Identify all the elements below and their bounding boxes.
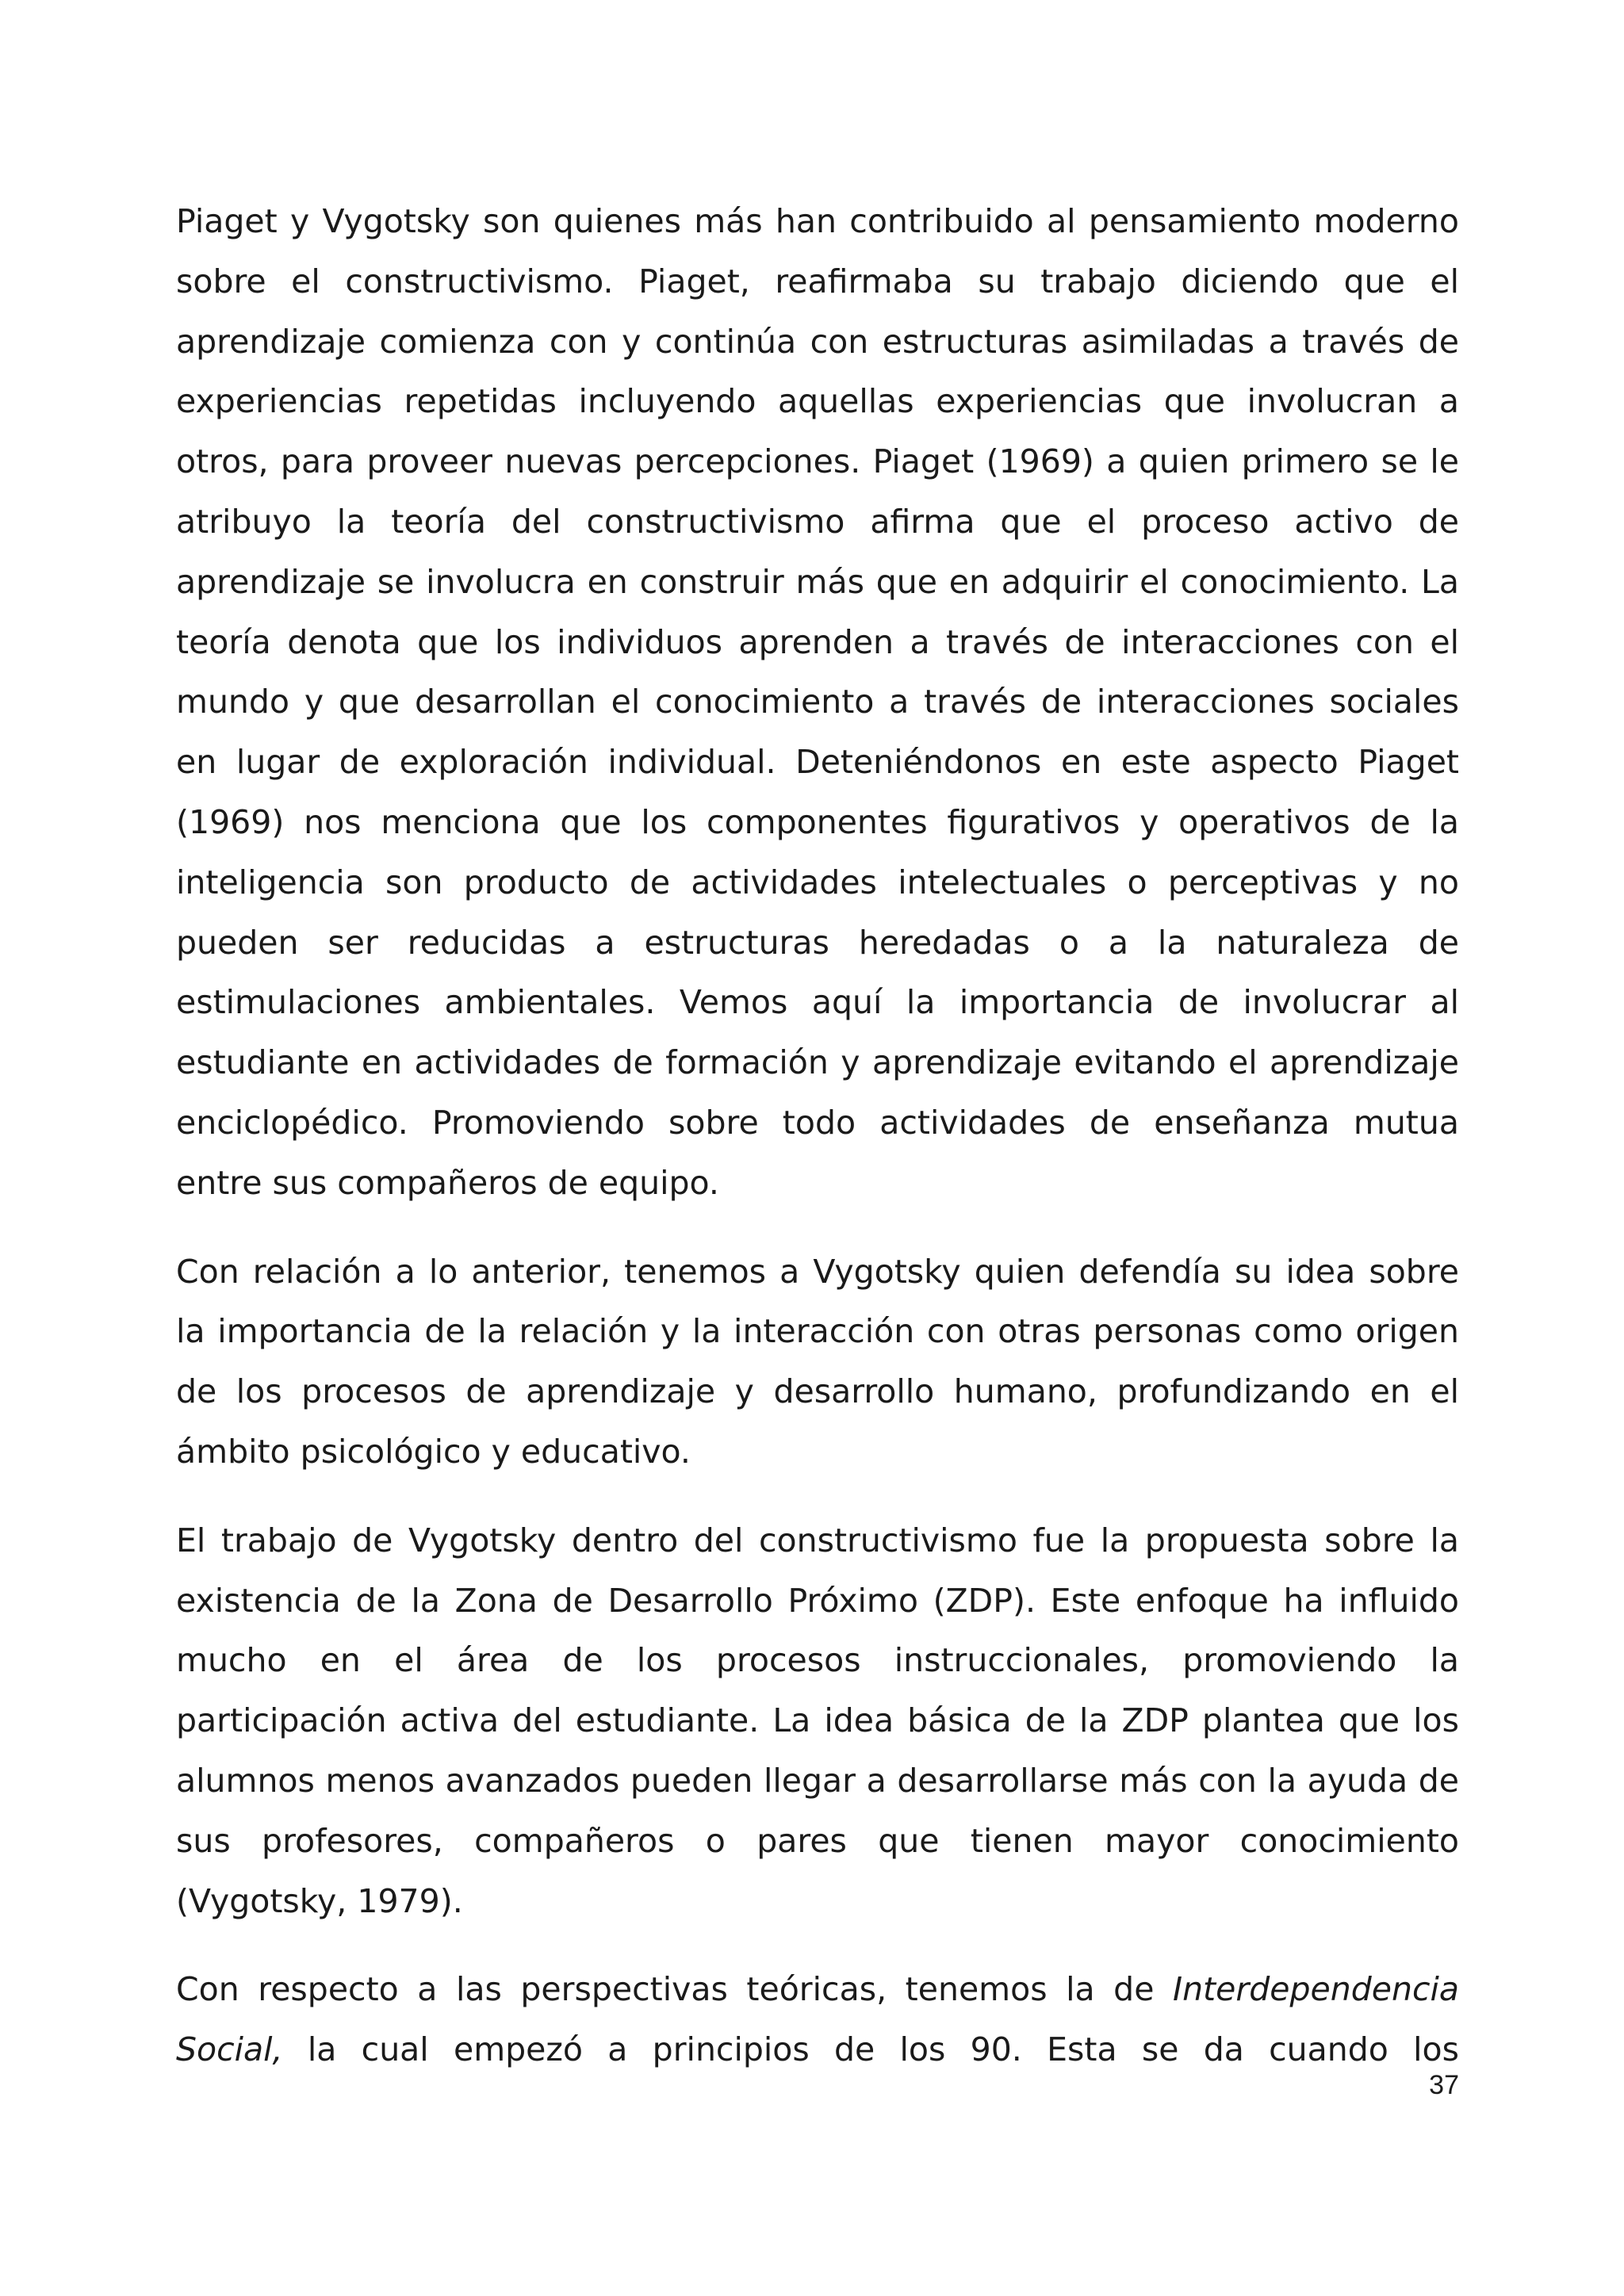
italic-term: Interdependencia Social, bbox=[176, 1970, 1459, 2069]
paragraph-text: Con relación a lo anterior, tenemos a Vygotsky quien defendía su idea sobre la importancia de la relación y la interacción con otras personas como origen de los procesos de aprendizaje y desarrollo humano, profundizando en el ámbito psicológico y educativo. bbox=[176, 1252, 1459, 1471]
paragraph-text: la cual empezó a principios de los 90. Esta se da cuando los bbox=[282, 2030, 1459, 2069]
paragraph-text: Piaget y Vygotsky son quienes más han contribuido al pensamiento moderno sobre el constructivismo. Piaget, reafirmaba su trabajo diciendo que el aprendizaje comienza con y continúa con estructuras asimiladas a través de experiencias repetidas incluyendo aquellas experiencias que involucran a otros, para proveer nuevas percepciones. Piaget (1969) a quien primero se le atribuyo la teoría del constructivismo afirma que el proceso activo de aprendizaje se involucra en construir más que en adquirir el conocimiento. La teoría denota que los individuos aprenden a través de interacciones con el mundo y que desarrollan el conocimiento a través de interacciones sociales en lugar de exploración individual. Deteniéndonos en este aspecto Piaget (1969) nos menciona que los componentes figurativos y operativos de la inteligencia son producto de actividades intelectuales o perceptivas y no pueden ser reducidas a estructuras heredadas o a la naturaleza de estimulaciones ambientales. Vemos aquí la importancia de involucrar al estudiante en actividades de formación y aprendizaje evitando el aprendizaje enciclopédico. Promoviendo sobre todo actividades de enseñanza mutua entre sus compañeros de equipo. bbox=[176, 202, 1459, 1202]
paragraph-vygotsky-interaction bbox=[176, 1242, 1459, 1483]
paragraph-interdependencia bbox=[176, 1960, 1459, 2080]
page-number: 37 bbox=[1429, 2070, 1459, 2100]
paragraph-piaget-vygotsky bbox=[176, 192, 1459, 1214]
paragraph-text: Con respecto a las perspectivas teóricas, tenemos la de bbox=[176, 1970, 1173, 2009]
body-text bbox=[176, 192, 1459, 2080]
paragraph-zdp bbox=[176, 1511, 1459, 1932]
paragraph-text: El trabajo de Vygotsky dentro del constructivismo fue la propuesta sobre la existencia de la Zona de Desarrollo Próximo (ZDP). Este enfoque ha influido mucho en el área de los procesos instruccionales, promoviendo la participación activa del estudiante. La idea básica de la ZDP plantea que los alumnos menos avanzados pueden llegar a desarrollarse más con la ayuda de sus profesores, compañeros o pares que tienen mayor conocimiento (Vygotsky, 1979). bbox=[176, 1521, 1459, 1920]
